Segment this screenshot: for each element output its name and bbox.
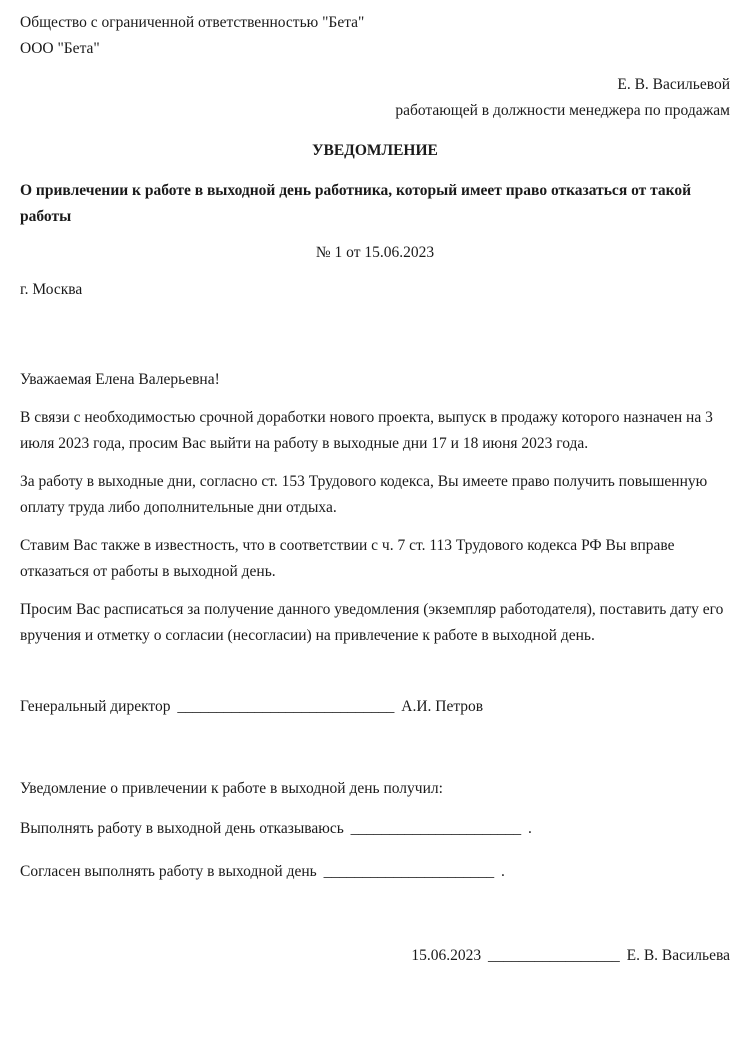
document-number-date: № 1 от 15.06.2023 <box>315 244 435 261</box>
refusal-signature-blank: ______________________ <box>350 820 522 837</box>
employee-signature-blank: _________________ <box>487 947 620 964</box>
body-paragraph-2: За работу в выходные дни, согласно ст. 153 Трудового кодекса, Вы имеете право получить повышенную оплату труда либо дополнительные дни отдыха. <box>20 473 708 516</box>
recipient-name: Е. В. Васильевой <box>617 76 730 93</box>
company-name-full: Общество с ограниченной ответственностью "Бета" <box>20 14 365 31</box>
consent-label: Согласен выполнять работу в выходной день <box>20 863 317 880</box>
document-subject: О привлечении к работе в выходной день работника, который имеет право отказаться от такой работы <box>20 182 692 225</box>
body-paragraph-4: Просим Вас расписаться за получение данного уведомления (экземпляр работодателя), поставить дату его вручения и отметку о согласии (несогласии) на привлечение к работе в выходной день. <box>20 601 724 644</box>
employee-signature-line <box>20 943 730 969</box>
acknowledgement-heading: Уведомление о привлечении к работе в выходной день получил: <box>20 780 443 797</box>
director-name: А.И. Петров <box>401 698 484 715</box>
footer-date: 15.06.2023 <box>411 947 482 964</box>
city-label: г. Москва <box>20 281 83 298</box>
employee-name: Е. В. Васильева <box>626 947 730 964</box>
consent-line <box>20 859 730 885</box>
consent-period: . <box>500 863 505 880</box>
company-name-short: ООО "Бета" <box>20 40 100 57</box>
recipient-position: работающей в должности менеджера по продажам <box>395 102 730 119</box>
consent-signature-blank: ______________________ <box>323 863 495 880</box>
refusal-label: Выполнять работу в выходной день отказываюсь <box>20 820 344 837</box>
salutation: Уважаемая Елена Валерьевна! <box>20 371 220 388</box>
refusal-period: . <box>528 820 532 837</box>
director-signature-line <box>20 694 730 720</box>
director-signature-label: Генеральный директор <box>20 698 171 715</box>
recipient-block <box>20 72 730 124</box>
document-title: УВЕДОМЛЕНИЕ <box>312 142 438 159</box>
body-paragraph-1: В связи с необходимостью срочной доработки нового проекта, выпуск в продажу которого назначен на 3 июля 2023 года, просим Вас выйти на работу в выходные дни 17 и 18 июня 2023 года. <box>20 409 713 452</box>
director-signature-blank: ____________________________ <box>177 698 395 715</box>
refusal-line <box>20 816 730 842</box>
body-paragraph-3: Ставим Вас также в известность, что в соответствии с ч. 7 ст. 113 Трудового кодекса РФ Вы вправе отказаться от работы в выходной день. <box>20 537 675 580</box>
